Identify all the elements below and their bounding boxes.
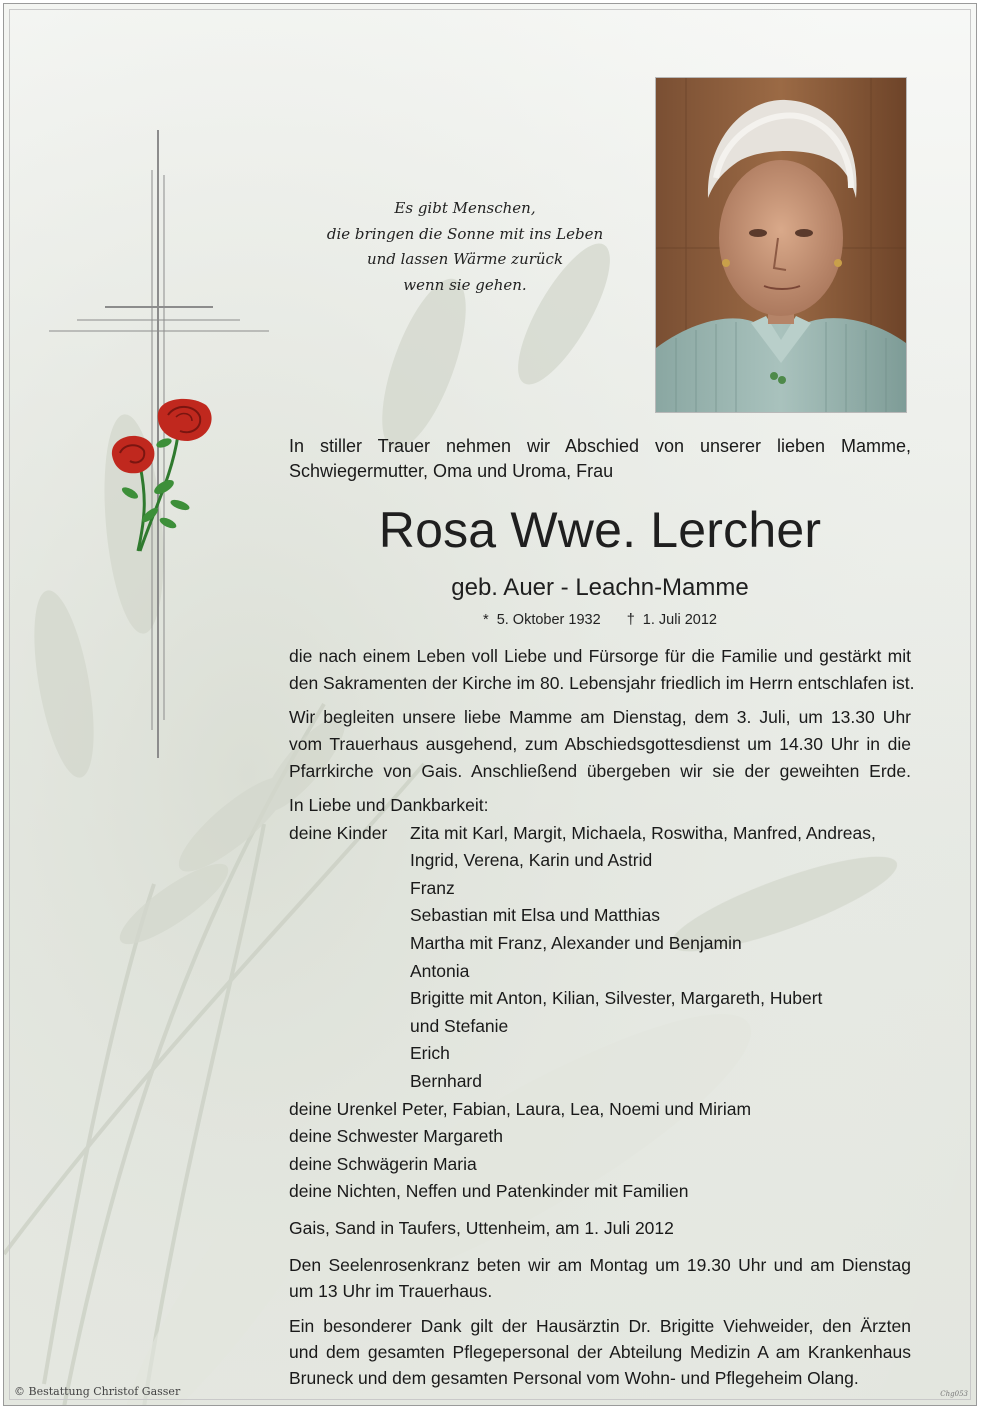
- passing-paragraph: [289, 643, 915, 697]
- list-item: und Stefanie: [410, 1015, 509, 1036]
- rosary-paragraph: [289, 1252, 911, 1304]
- death-cross-icon: †: [626, 612, 635, 628]
- list-item: Brigitte mit Anton, Kilian, Silvester, Margareth, Hubert: [410, 988, 823, 1009]
- list-item: Sebastian mit Elsa und Matthias: [410, 905, 660, 926]
- life-dates: [289, 609, 911, 631]
- quote-line: Es gibt Menschen,: [394, 199, 536, 217]
- paragraph-line: den Sakramenten der Kirche im 80. Lebensjahr friedlich im Herrn entschlafen ist.: [289, 673, 915, 693]
- place-date: [289, 1214, 911, 1242]
- paragraph-line: Ein besonderer Dank gilt der Hausärztin Dr. Brigitte Viehweider, den Ärzten: [289, 1316, 911, 1336]
- paragraph-line: Bruneck und dem gesamten Personal vom Wohn- und Pflegeheim Olang.: [289, 1368, 859, 1388]
- paragraph-line: Den Seelenrosenkranz beten wir am Montag um 19.30 Uhr und am Dienstag: [289, 1255, 911, 1275]
- quote-line: wenn sie gehen.: [403, 275, 527, 294]
- list-item: Martha mit Franz, Alexander und Benjamin: [410, 932, 742, 953]
- paragraph-line: Wir begleiten unsere liebe Mamme am Dienstag, dem 3. Juli, um 13.30 Uhr: [289, 707, 911, 727]
- copyright-notice: © Bestattung Christof Gasser: [14, 1385, 181, 1398]
- paragraph-line: um 13 Uhr im Trauerhaus.: [289, 1281, 493, 1301]
- birth-star-icon: *: [483, 612, 489, 628]
- list-item: deine Schwägerin Maria: [289, 1153, 477, 1174]
- funeral-paragraph: [289, 704, 911, 785]
- list-item: Antonia: [410, 960, 470, 981]
- thanks-paragraph: [289, 1313, 911, 1391]
- quote-line: und lassen Wärme zurück: [366, 250, 564, 268]
- place-date-text: Gais, Sand in Taufers, Uttenheim, am 1. Juli 2012: [289, 1218, 674, 1238]
- document-code: Chg053: [940, 1390, 968, 1398]
- list-item: Zita mit Karl, Margit, Michaela, Roswitha, Manfred, Andreas,: [410, 822, 876, 843]
- intro-line: In stiller Trauer nehmen wir Abschied von unserer lieben Mamme,: [289, 436, 911, 456]
- deceased-name: Rosa Wwe. Lercher: [378, 502, 822, 558]
- list-item: deine Urenkel Peter, Fabian, Laura, Lea, Noemi und Miriam: [289, 1098, 752, 1119]
- list-item: Ingrid, Verena, Karin und Astrid: [410, 850, 653, 871]
- memorial-quote: [300, 196, 630, 298]
- intro-line: Schwiegermutter, Oma und Uroma, Frau: [289, 461, 614, 481]
- mourners-list: [289, 792, 911, 1206]
- paragraph-line: die nach einem Leben voll Liebe und Fürsorge für die Familie und gestärkt mit: [289, 646, 911, 666]
- mourners-heading: In Liebe und Dankbarkeit:: [289, 795, 489, 815]
- list-item: Erich: [410, 1043, 450, 1064]
- paragraph-line: vom Trauerhaus ausgehend, zum Abschiedsgottesdienst um 14.30 Uhr in die: [289, 734, 911, 754]
- birth-name: geb. Auer - Leachn-Mamme: [451, 574, 749, 601]
- list-item: deine Schwester Margareth: [289, 1126, 503, 1147]
- list-item: deine Nichten, Neffen und Patenkinder mit Familien: [289, 1181, 689, 1202]
- children-label: deine Kinder: [289, 822, 388, 843]
- quote-line: die bringen die Sonne mit ins Leben: [326, 224, 604, 243]
- list-item: Franz: [410, 877, 455, 898]
- death-date: 1. Juli 2012: [642, 612, 717, 628]
- children-names: [410, 820, 876, 1096]
- portrait-photo: [655, 77, 907, 413]
- paragraph-line: Pfarrkirche von Gais. Anschließend übergeben wir sie der geweihten Erde.: [289, 761, 911, 781]
- children-block: [289, 820, 911, 1096]
- birth-date: 5. Oktober 1932: [496, 612, 601, 628]
- list-item: Bernhard: [410, 1070, 482, 1091]
- intro-text: [289, 434, 911, 484]
- paragraph-line: und dem gesamten Pflegepersonal der Abteilung Medizin A am Krankenhaus: [289, 1342, 911, 1362]
- roses-icon: [106, 395, 224, 555]
